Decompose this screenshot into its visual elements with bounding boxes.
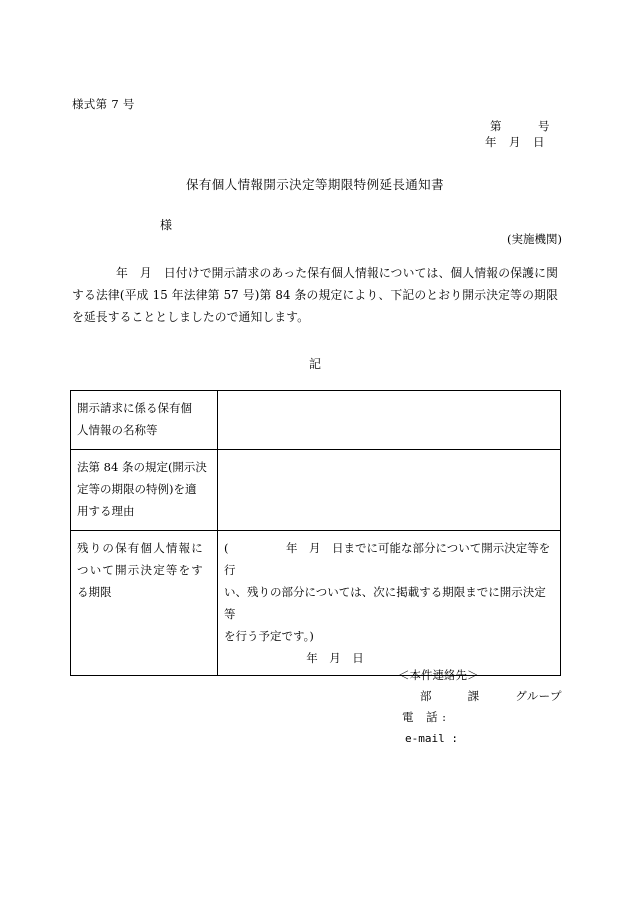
- table-row-label: [71, 450, 218, 531]
- label-line: 定等の期限の特例)を適: [77, 482, 197, 496]
- label-line: 人情報の名称等: [77, 423, 158, 437]
- page-title: 保有個人情報開示決定等期限特例延長通知書: [185, 177, 444, 192]
- table-row: [71, 450, 561, 531]
- value-line: い、残りの部分については、次に掲載する期限までに開示決定等: [224, 585, 546, 621]
- contact-email: e-mail :: [405, 732, 458, 745]
- contact-heading: ＜本件連絡先＞: [398, 668, 479, 682]
- contact-telephone: 電 話 :: [402, 710, 447, 724]
- table-row-value[interactable]: [218, 450, 561, 531]
- label-line: 法第 84 条の規定(開示決: [77, 460, 207, 474]
- table-row: [71, 531, 561, 676]
- notification-table: [70, 390, 561, 676]
- label-line: る期限: [77, 585, 112, 599]
- addressee: 様: [160, 218, 173, 232]
- value-line: ( 年 月 日までに可能な部分について開示決定等を行: [224, 541, 551, 577]
- label-line: 残りの保有個人情報に: [77, 541, 204, 555]
- issuing-authority: (実施機関): [507, 232, 562, 246]
- table-row: [71, 391, 561, 450]
- value-date-line: 年 月 日: [306, 651, 364, 665]
- document-number: 第 号: [490, 119, 550, 133]
- document-date: 年 月 日: [485, 135, 545, 149]
- ki-mark: 記: [308, 357, 321, 371]
- document-number-block: [430, 118, 570, 150]
- body-paragraph: 年 月 日付けで開示請求のあった保有個人情報については、個人情報の保護に関する法律(平成 15 年法律第 57 号)第 84 条の規定により、下記のとおり開示決定等の期限を延長することとしましたので通知します。: [72, 266, 558, 324]
- label-line: ついて開示決定等をす: [77, 563, 204, 577]
- table-row-label: [71, 391, 218, 450]
- label-line: 開示請求に係る保有個: [77, 401, 192, 415]
- table-row-value[interactable]: [218, 391, 561, 450]
- value-line: を行う予定です。): [224, 629, 314, 643]
- contact-block: [0, 665, 630, 749]
- table-row-label: [71, 531, 218, 676]
- table-row-value[interactable]: [218, 531, 561, 676]
- label-line: 用する理由: [77, 504, 135, 518]
- contact-department: 部 課 グループ: [420, 689, 562, 703]
- form-number: 様式第 7 号: [72, 97, 135, 111]
